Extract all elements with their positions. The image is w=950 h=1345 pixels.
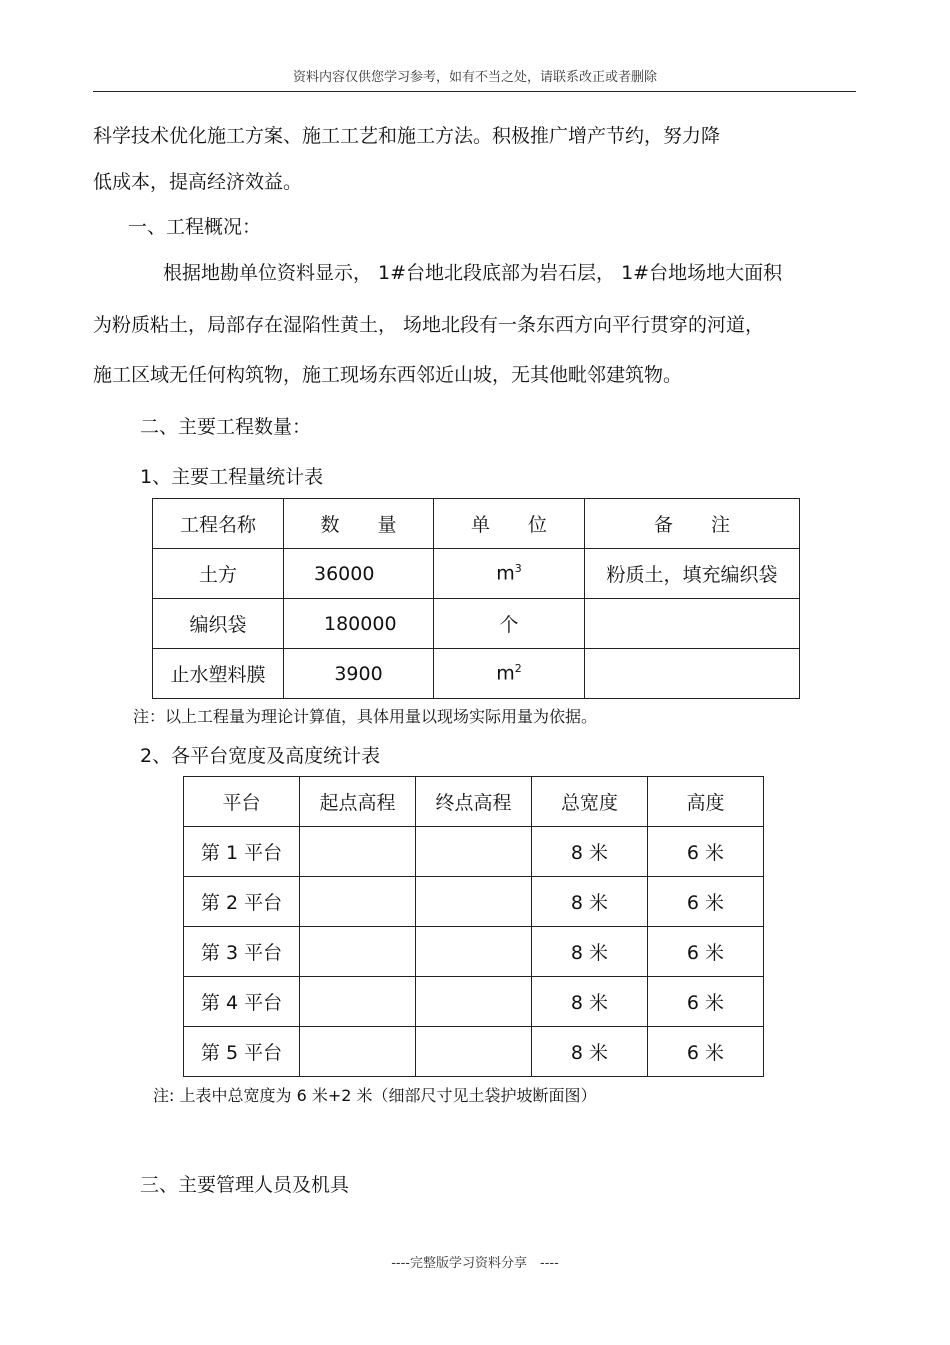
- table-cell: 6 米: [648, 1027, 764, 1077]
- table-cell: 8 米: [532, 877, 648, 927]
- table-cell: 6 米: [648, 827, 764, 877]
- table-cell: 个: [434, 599, 585, 649]
- table-row: [184, 877, 764, 927]
- table-cell: 粉质土，填充编织袋: [585, 549, 800, 599]
- table-header-cell: 平台: [184, 777, 300, 827]
- unit-text: m: [496, 662, 515, 685]
- table-row: [184, 927, 764, 977]
- table-cell: 8 米: [532, 827, 648, 877]
- table1-title: 1、主要工程量统计表: [140, 466, 324, 488]
- section-heading-2: 二、主要工程数量：: [140, 416, 312, 438]
- paragraph-line-1: 科学技术优化施工方案、施工工艺和施工方法。积极推广增产节约，努力降: [93, 125, 721, 147]
- table-row: [184, 1027, 764, 1077]
- table2-note: 注: 上表中总宽度为 6 米+2 米（细部尺寸见土袋护坡断面图）: [153, 1086, 597, 1105]
- table-cell: [300, 877, 416, 927]
- table-cell: 6 米: [648, 977, 764, 1027]
- quantity-table: [152, 498, 800, 699]
- table-cell: 编织袋: [153, 599, 284, 649]
- table-row: [184, 827, 764, 877]
- table-header-row: [184, 777, 764, 827]
- table-header-cell: 单 位: [434, 499, 585, 549]
- cell-text: 180000: [324, 612, 397, 635]
- table-header-cell: 备 注: [585, 499, 800, 549]
- table1-note: 注：以上工程量为理论计算值，具体用量以现场实际用量为依据。: [133, 707, 598, 726]
- overview-line-1: 根据地勘单位资料显示， 1#台地北段底部为岩石层， 1#台地场地大面积: [163, 262, 783, 284]
- table-cell: 8 米: [532, 1027, 648, 1077]
- table-cell: 8 米: [532, 927, 648, 977]
- table-row: [153, 649, 800, 699]
- table-header-cell: 高度: [648, 777, 764, 827]
- table-cell: [300, 827, 416, 877]
- section-heading-1: 一、工程概况：: [128, 216, 262, 238]
- table-row: [184, 977, 764, 1027]
- platform-table: [183, 776, 764, 1077]
- table-cell: [416, 927, 532, 977]
- unit-text: m: [496, 562, 515, 585]
- table-header-cell: 总宽度: [532, 777, 648, 827]
- table-cell: 8 米: [532, 977, 648, 1027]
- table-row: [153, 599, 800, 649]
- table-header-cell: 终点高程: [416, 777, 532, 827]
- paragraph-line-2: 低成本，提高经济效益。: [93, 171, 303, 193]
- overview-line-3: 施工区域无任何构筑物，施工现场东西邻近山坡，无其他毗邻建筑物。: [93, 364, 683, 386]
- section-heading-3: 三、主要管理人员及机具: [140, 1174, 350, 1196]
- table-cell: 第 4 平台: [184, 977, 300, 1027]
- table-cell: [585, 599, 800, 649]
- table-cell: [416, 877, 532, 927]
- table-cell: [585, 649, 800, 699]
- table-cell: [416, 827, 532, 877]
- table2-title: 2、各平台宽度及高度统计表: [140, 745, 381, 767]
- table-cell: [416, 977, 532, 1027]
- table-cell: [434, 649, 585, 699]
- table-cell: [416, 1027, 532, 1077]
- unit-superscript: 2: [514, 662, 522, 676]
- table-header-cell: 工程名称: [153, 499, 284, 549]
- footer-note: ----完整版学习资料分享 ----: [391, 1256, 559, 1271]
- table-cell: 6 米: [648, 877, 764, 927]
- table-cell: 土方: [153, 549, 284, 599]
- cell-text: 36000: [314, 562, 375, 585]
- table-header-cell: 数 量: [284, 499, 434, 549]
- header-note: 资料内容仅供您学习参考，如有不当之处，请联系改正或者删除: [292, 70, 657, 85]
- table-header-cell: 起点高程: [300, 777, 416, 827]
- overview-line-2: 为粉质粘土，局部存在湿陷性黄土， 场地北段有一条东西方向平行贯穿的河道，: [93, 314, 765, 336]
- table-cell: [284, 549, 434, 599]
- table-cell: [300, 927, 416, 977]
- table-cell: [434, 549, 585, 599]
- table-cell: [300, 1027, 416, 1077]
- table-header-row: [153, 499, 800, 549]
- unit-superscript: 3: [514, 562, 522, 576]
- table-cell: [300, 977, 416, 1027]
- table-cell: 第 1 平台: [184, 827, 300, 877]
- table-row: [153, 549, 800, 599]
- table-cell: 止水塑料膜: [153, 649, 284, 699]
- table-cell: 第 2 平台: [184, 877, 300, 927]
- header-divider: [93, 91, 856, 92]
- table-cell: 6 米: [648, 927, 764, 977]
- table-cell: 3900: [284, 649, 434, 699]
- table-cell: 第 5 平台: [184, 1027, 300, 1077]
- table-cell: 第 3 平台: [184, 927, 300, 977]
- table-cell: [284, 599, 434, 649]
